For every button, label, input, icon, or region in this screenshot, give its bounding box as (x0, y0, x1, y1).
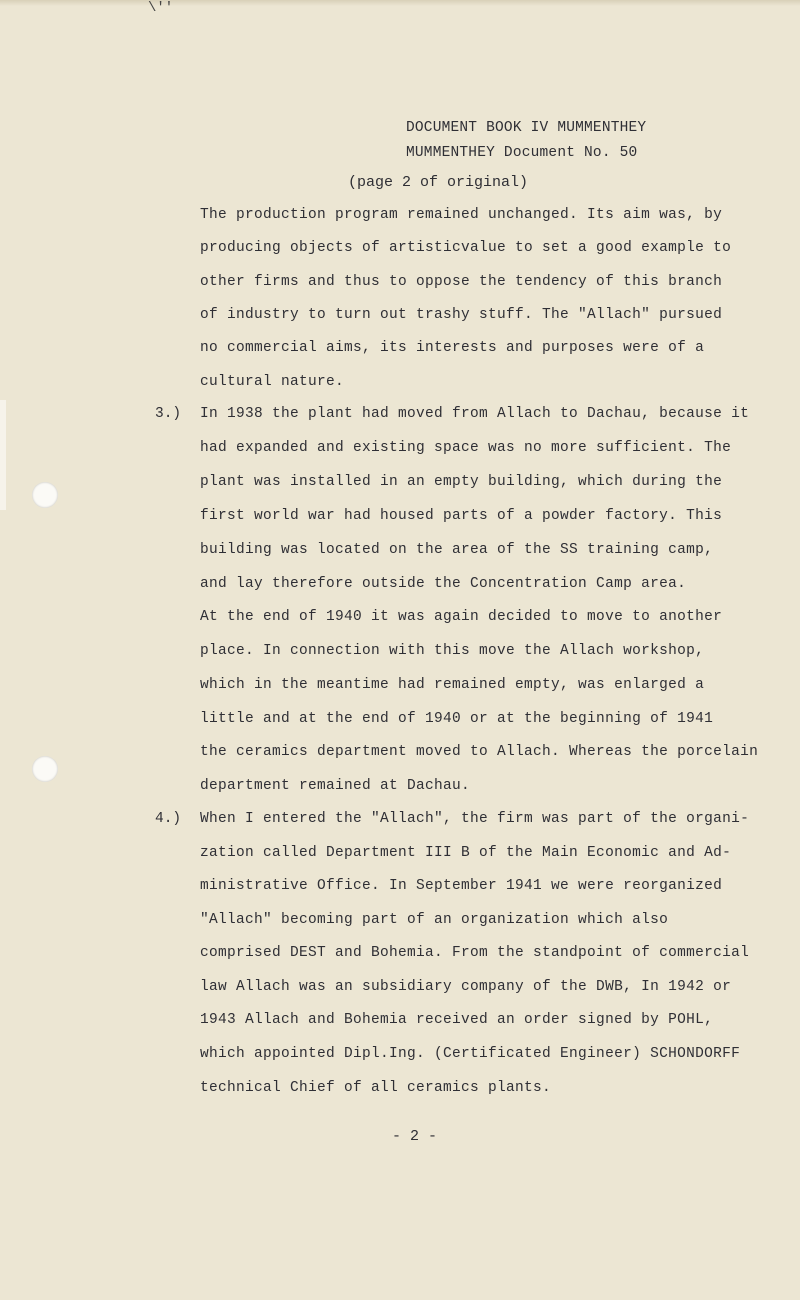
punch-hole-top (32, 482, 58, 508)
paragraph-line: "Allach" becoming part of an organization which also (200, 912, 669, 928)
paragraph-line: other firms and thus to oppose the tendency of this branch (200, 274, 723, 290)
paragraph-line: zation called Department III B of the Main Economic and Ad- (200, 845, 732, 861)
paragraph-line: and lay therefore outside the Concentration Camp area. (200, 576, 687, 592)
paragraph-line: the ceramics department moved to Allach. Whereas the porcelain (200, 744, 759, 760)
paragraph-line: ministrative Office. In September 1941 we were reorganized (200, 878, 723, 894)
punch-hole-bottom (32, 756, 58, 782)
paragraph-line: 1943 Allach and Bohemia received an order signed by POHL, (200, 1012, 714, 1028)
paragraph-line: no commercial aims, its interests and purposes were of a (200, 340, 705, 356)
item-number-3: 3.) (155, 406, 182, 422)
document-header-line1: DOCUMENT BOOK IV MUMMENTHEY (406, 120, 647, 136)
paragraph-line: which in the meantime had remained empty, was enlarged a (200, 677, 705, 693)
paragraph-line: At the end of 1940 it was again decided to move to another (200, 609, 723, 625)
paragraph-line: producing objects of artisticvalue to set a good example to (200, 240, 732, 256)
paragraph-line: which appointed Dipl.Ing. (Certificated Engineer) SCHONDORFF (200, 1046, 741, 1062)
paragraph-line: little and at the end of 1940 or at the beginning of 1941 (200, 711, 714, 727)
paragraph-line: plant was installed in an empty building, which during the (200, 474, 723, 490)
page-number: - 2 - (392, 1128, 438, 1145)
paragraph-line: When I entered the "Allach", the firm was part of the organi- (200, 811, 750, 827)
document-header-line2: MUMMENTHEY Document No. 50 (406, 145, 638, 161)
item-number-4: 4.) (155, 811, 182, 827)
paragraph-line: law Allach was an subsidiary company of the DWB, In 1942 or (200, 979, 732, 995)
paragraph-line: department remained at Dachau. (200, 778, 471, 794)
page-top-edge (0, 0, 800, 6)
paragraph-line: In 1938 the plant had moved from Allach to Dachau, because it (200, 406, 750, 422)
paragraph-line: technical Chief of all ceramics plants. (200, 1080, 552, 1096)
paragraph-line: first world war had housed parts of a powder factory. This (200, 508, 723, 524)
paragraph-line: building was located on the area of the SS training camp, (200, 542, 714, 558)
paragraph-line: place. In connection with this move the Allach workshop, (200, 643, 705, 659)
page-subtitle: (page 2 of original) (348, 174, 529, 191)
paragraph-line: had expanded and existing space was no more sufficient. The (200, 440, 732, 456)
paragraph-line: of industry to turn out trashy stuff. The "Allach" pursued (200, 307, 723, 323)
paragraph-line: The production program remained unchanged. Its aim was, by (200, 207, 723, 223)
page-left-edge (0, 400, 6, 510)
paragraph-line: cultural nature. (200, 374, 345, 390)
paragraph-line: comprised DEST and Bohemia. From the standpoint of commercial (200, 945, 750, 961)
corner-mark: \'' (148, 0, 174, 16)
